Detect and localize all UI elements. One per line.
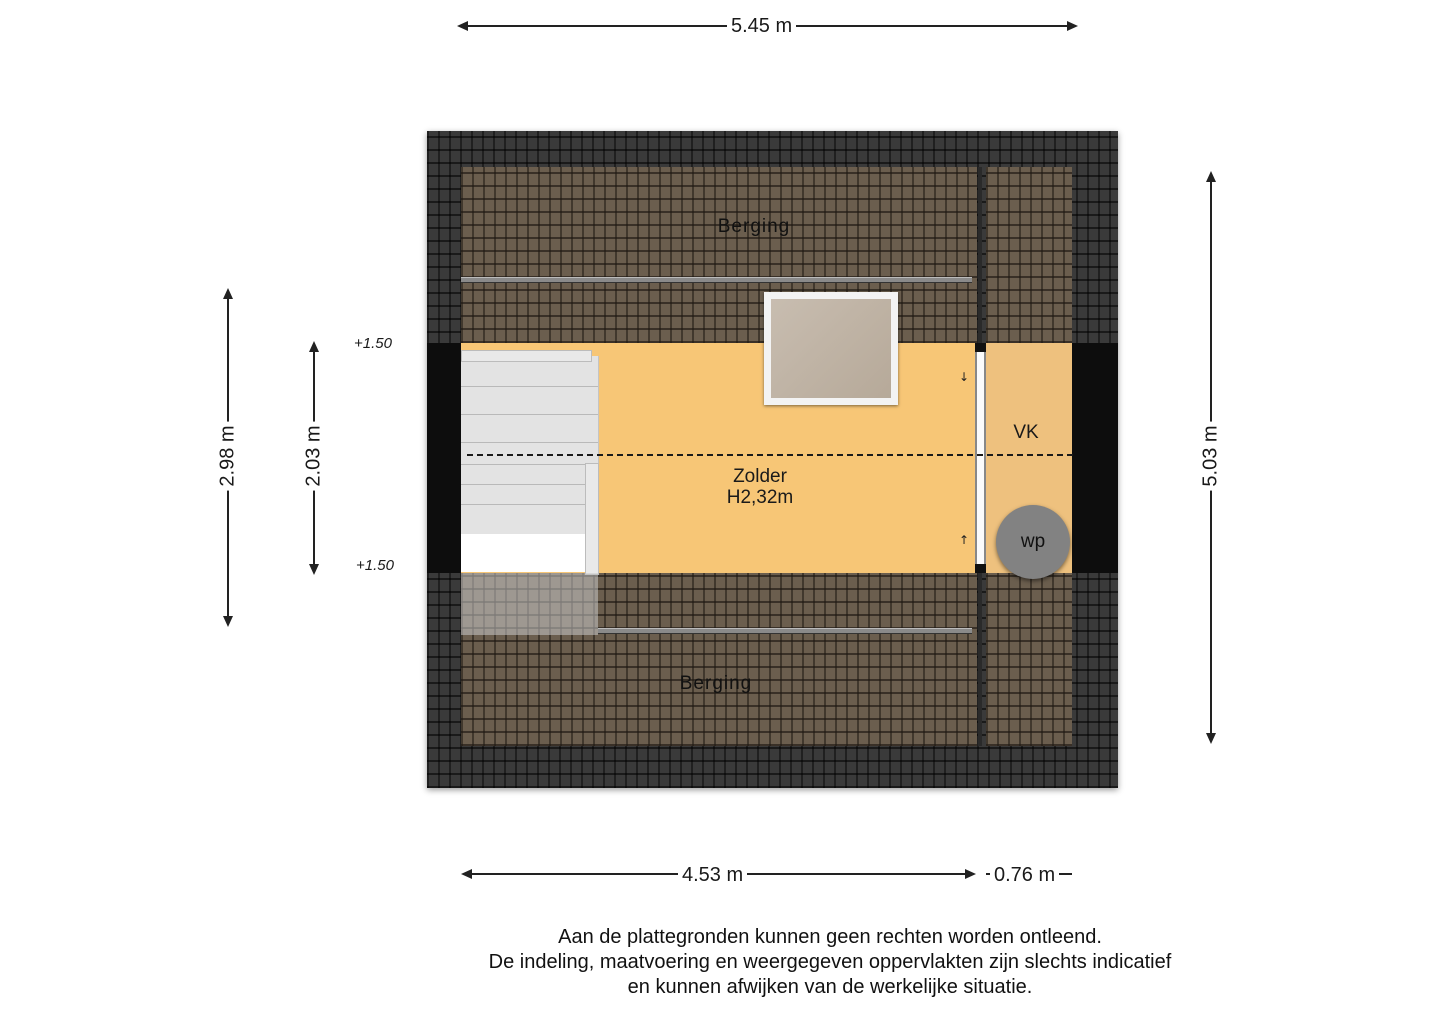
disclaimer-line-2: De indeling, maatvoering en weergegeven oppervlakten zijn slechts indicatief bbox=[488, 951, 1172, 973]
stair-step bbox=[461, 504, 598, 505]
partition-cap-bottom bbox=[975, 564, 986, 573]
arrow-down-icon bbox=[309, 564, 319, 575]
stair-landing bbox=[461, 534, 585, 572]
roof-tiles-top-right bbox=[986, 167, 1072, 343]
arrow-up-icon bbox=[223, 288, 233, 299]
wp-label: wp bbox=[1020, 531, 1046, 552]
arrow-right-icon bbox=[1067, 21, 1078, 31]
staircase-lower bbox=[461, 573, 598, 635]
disclaimer-line-1: Aan de plattegronden kunnen geen rechten worden ontleend. bbox=[558, 926, 1102, 948]
storage-bottom-label: Berging bbox=[679, 673, 753, 694]
stair-step bbox=[461, 414, 598, 415]
vertical-beam-top bbox=[978, 167, 982, 343]
arrow-down-icon bbox=[223, 616, 233, 627]
skylight-glass bbox=[771, 299, 891, 398]
stair-step bbox=[461, 386, 598, 387]
disclaimer bbox=[330, 925, 1330, 1000]
roof-tiles-top-left bbox=[461, 167, 977, 343]
arrow-left-icon bbox=[457, 21, 468, 31]
knee-wall-line-bottom bbox=[598, 628, 972, 634]
knee-wall-line-top bbox=[461, 277, 972, 283]
attic-name-label: Zolder bbox=[733, 466, 787, 487]
right-height-label: 5.03 m bbox=[1200, 421, 1222, 490]
roof-tiles-bottom-right bbox=[986, 573, 1072, 746]
vertical-beam-bottom bbox=[978, 573, 982, 746]
partition-cap-top bbox=[975, 343, 986, 352]
arrow-down-icon bbox=[1206, 733, 1216, 744]
level-label-upper: +1.50 bbox=[354, 335, 392, 352]
stair-step bbox=[461, 464, 598, 465]
disclaimer-line-3: en kunnen afwijken van de werkelijke situatie. bbox=[627, 976, 1033, 998]
storage-top-label: Berging bbox=[717, 216, 791, 237]
staircase bbox=[461, 356, 599, 534]
attic-height-label: H2,32m bbox=[726, 487, 794, 508]
vk-label: VK bbox=[1013, 422, 1039, 443]
ceiling-height-line bbox=[467, 454, 1073, 456]
top-width-label: 5.45 m bbox=[727, 15, 796, 37]
left-outer-height-label: 2.98 m bbox=[217, 421, 239, 490]
bottom-main-width-label: 4.53 m bbox=[678, 864, 747, 886]
stair-railing-top bbox=[461, 350, 592, 362]
level-label-lower: +1.50 bbox=[356, 557, 394, 574]
stair-step bbox=[461, 484, 598, 485]
arrow-right-icon bbox=[965, 869, 976, 879]
stair-step bbox=[461, 442, 598, 443]
bottom-side-width-label: 0.76 m bbox=[990, 864, 1059, 886]
arrow-up-icon bbox=[1206, 171, 1216, 182]
arrow-up-marker-icon: ↑ bbox=[959, 533, 970, 547]
arrow-up-icon bbox=[309, 341, 319, 352]
arrow-down-marker-icon: ↓ bbox=[959, 370, 970, 384]
partition-wall bbox=[975, 343, 986, 573]
heat-pump-icon bbox=[996, 505, 1070, 579]
left-gable-wall bbox=[427, 343, 461, 573]
stair-railing-side bbox=[585, 463, 599, 575]
right-gable-wall bbox=[1072, 343, 1118, 573]
skylight bbox=[764, 292, 898, 405]
left-inner-height-label: 2.03 m bbox=[303, 421, 325, 490]
arrow-left-icon bbox=[461, 869, 472, 879]
